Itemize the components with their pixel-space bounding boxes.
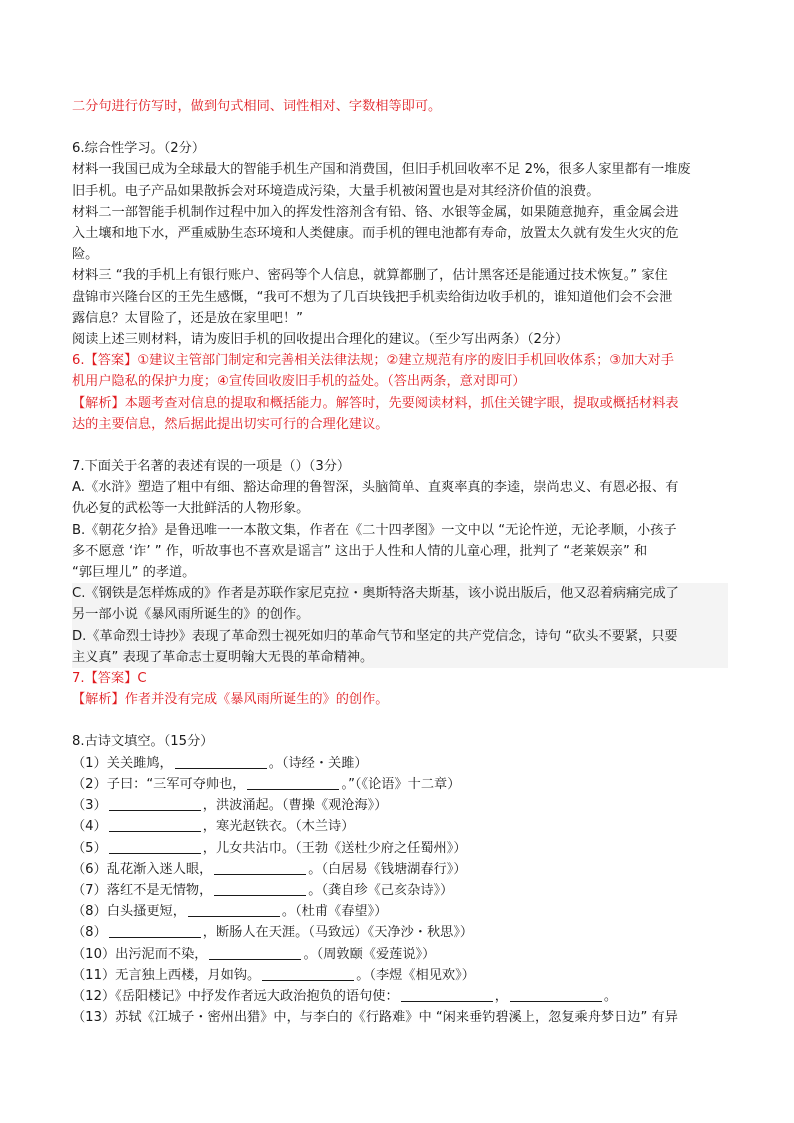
answer-blank[interactable] xyxy=(401,987,493,1002)
option-b-line: 多不愿意 ‘诈’ ” 作，听故事也不喜欢是谣言” 这出于人性和人情的儿童心理，批判了 “老莱娱亲” 和 xyxy=(72,543,648,559)
question-8-title: 8.古诗文填空。（15分） xyxy=(72,734,214,750)
fill-blank-line xyxy=(72,816,728,837)
line-prefix: （10）出污泥而不染， xyxy=(72,946,208,962)
option-d-line: 主义真” 表现了革命志士夏明翰大无畏的革命精神。 xyxy=(72,647,728,668)
fill-blank-line xyxy=(72,859,728,880)
question-7 xyxy=(72,456,728,710)
line-prefix: （3） xyxy=(72,798,107,814)
line-prefix: （11）无言独上西楼，月如钩。 xyxy=(72,967,261,983)
line-suffix: 。（杜甫《春望》） xyxy=(281,904,388,920)
line-suffix: 。（龚自珍《己亥杂诗》） xyxy=(308,882,454,898)
option-c-line: 另一部小说《暴风雨所诞生的》的创作。 xyxy=(72,604,728,625)
answer-blank[interactable] xyxy=(214,860,306,875)
line-prefix: （4） xyxy=(72,819,107,835)
question-6-answer: 6.【答案】①建议主管部门制定和完善相关法律法规；②建立规范有序的废旧手机回收体系；③加大对手 xyxy=(72,353,674,369)
question-6-prompt: 阅读上述三则材料，请为废旧手机的回收提出合理化的建议。（至少写出两条）（2分） xyxy=(72,332,569,348)
question-7-explanation xyxy=(72,689,728,710)
line-prefix: （7）落红不是无情物， xyxy=(72,882,213,898)
question-8 xyxy=(72,731,728,1028)
option-b-line: B.《朝花夕拾》是鲁迅唯一一本散文集，作者在《二十四孝图》一文中以 “无论忤逆，无论孝顺，小孩子 xyxy=(72,522,677,538)
fill-blank-line xyxy=(72,901,728,922)
line-prefix: （2）子曰：“三军可夺帅也， xyxy=(72,776,246,792)
question-6-explanation: 达的主要信息，然后据此提出切实可行的合理化建议。 xyxy=(72,416,389,432)
question-7-title: 7.下面关于名著的表述有误的一项是（）（3分） xyxy=(72,459,351,475)
line-suffix: 。（周敦颐《爱莲说》） xyxy=(303,946,436,962)
question-6-explanation: 【解析】本题考查对信息的提取和概括能力。解答时，先要阅读材料，抓住关键字眼，提取或概括材料表 xyxy=(72,395,679,411)
continuation-note: 二分句进行仿写时，做到句式相同、词性相对、字数相等即可。 xyxy=(72,99,442,114)
question-6 xyxy=(72,138,728,435)
option-c-line: C.《钢铁是怎样炼成的》作者是苏联作家尼克拉・奥斯特洛夫斯基，该小说出版后，他又忍着病痛完成了 xyxy=(72,583,728,604)
answer-blank[interactable] xyxy=(109,796,201,811)
answer-blank[interactable] xyxy=(247,775,339,790)
question-6-answer: 机用户隐私的保护力度；④宣传回收废旧手机的益处。（答出两条，意对即可） xyxy=(72,374,526,390)
line-prefix: （8）白头搔更短， xyxy=(72,904,186,920)
fill-blank-line xyxy=(72,838,728,859)
answer-blank[interactable] xyxy=(175,754,267,769)
material-2-line: 入土壤和地下水，严重威胁生态环境和人类健康。而手机的锂电池都有寿命，放置太久就有发生火灾的危 xyxy=(72,226,679,242)
fill-blank-line xyxy=(72,986,728,1007)
fill-blank-line xyxy=(72,922,728,943)
answer-blank[interactable] xyxy=(214,881,306,896)
answer-blank[interactable] xyxy=(188,902,280,917)
line-prefix: （1）关关雎鸠， xyxy=(72,755,173,771)
line-suffix: ，寒光赵铁衣。（木兰诗） xyxy=(202,819,355,835)
answer-blank[interactable] xyxy=(109,923,201,938)
line-prefix: （6）乱花渐入迷人眼， xyxy=(72,861,213,877)
option-a-line: 仇必复的武松等一大批鲜活的人物形象。 xyxy=(72,501,310,517)
material-1-line: 材料一我国已成为全球最大的智能手机生产国和消费国，但旧手机回收率不足 2%，很多人家里都有一堆废 xyxy=(72,162,691,178)
document-body xyxy=(72,96,728,1028)
line-suffix: ，断肠人在天涯。（马致远）《天净沙・秋思》） xyxy=(202,925,474,941)
line-suffix: ，儿女共沾巾。（王勃《送杜少府之任蜀州》） xyxy=(202,840,467,856)
material-1-line: 旧手机。电子产品如果散拆会对环境造成污染，大量手机被闲置也是对其经济价值的浪费。 xyxy=(72,183,600,199)
option-a-line: A.《水浒》塑造了粗中有细、豁达命理的鲁智深，头脑简单、直爽率真的李逵，崇尚忠义、有恩必报、有 xyxy=(72,480,679,496)
line-prefix: （5） xyxy=(72,840,107,856)
line-suffix: 。（诗经・关雎） xyxy=(268,755,368,771)
fill-blank-line: （13）苏轼《江城子・密州出猎》中，与李白的《行路难》中 “闲来垂钓碧溪上，忽复乘舟梦日边” 有异 xyxy=(72,1010,678,1026)
answer-blank[interactable] xyxy=(209,945,301,960)
fill-blank-line xyxy=(72,774,728,795)
material-2-line: 材料二一部智能手机制作过程中加入的挥发性溶剂含有铅、铬、水银等金属，如果随意抛弃，重金属会进 xyxy=(72,204,679,220)
material-3-line: 盘锦市兴隆台区的王先生感慨，“我可不想为了几百块钱把手机卖给街边收手机的，谁知道他们会不会泄 xyxy=(72,289,673,305)
fill-blank-line xyxy=(72,880,728,901)
fill-blank-line xyxy=(72,795,728,816)
line-suffix: 。（李煜《相见欢》） xyxy=(356,967,475,983)
explanation-text: 作者并没有完成《暴风雨所诞生的》的创作。 xyxy=(124,692,389,708)
answer-blank[interactable] xyxy=(109,839,201,854)
line-suffix: 。 xyxy=(603,988,618,1004)
line-prefix: （12）《岳阳楼记》中抒发作者远大政治抱负的语句使： xyxy=(72,988,399,1004)
option-d-line: D.《革命烈士诗抄》表现了革命烈士视死如归的革命气节和坚定的共产党信念，诗句 “砍头不要紧，只要 xyxy=(72,626,728,647)
fill-blank-line xyxy=(72,965,728,986)
material-2-line: 险。 xyxy=(72,247,99,263)
answer-blank[interactable] xyxy=(262,966,354,981)
line-suffix: ，洪波涌起。（曹操《观沧海》） xyxy=(202,798,388,814)
question-6-title: 6.综合性学习。（2分） xyxy=(72,141,206,157)
line-suffix: 。（白居易《钱塘湖春行》） xyxy=(308,861,467,877)
option-b-line: “郭巨埋儿” 的孝道。 xyxy=(72,565,196,581)
material-3-line: 材料三 “我的手机上有银行账户、密码等个人信息，就算都删了，估计黑客还是能通过技术恢复。” 家住 xyxy=(72,268,668,284)
question-7-answer: 7.【答案】C xyxy=(72,671,147,687)
answer-blank[interactable] xyxy=(109,817,201,832)
answer-blank[interactable] xyxy=(510,987,602,1002)
explanation-tag: 【解析】 xyxy=(72,692,125,708)
line-suffix: 。”（《论语》十二章） xyxy=(341,776,461,792)
line-prefix: （8） xyxy=(72,925,107,941)
fill-blank-line xyxy=(72,753,728,774)
fill-blank-line xyxy=(72,944,728,965)
line-separator: ， xyxy=(494,988,508,1004)
material-3-line: 露信息？太冒险了，还是放在家里吧！” xyxy=(72,310,304,326)
